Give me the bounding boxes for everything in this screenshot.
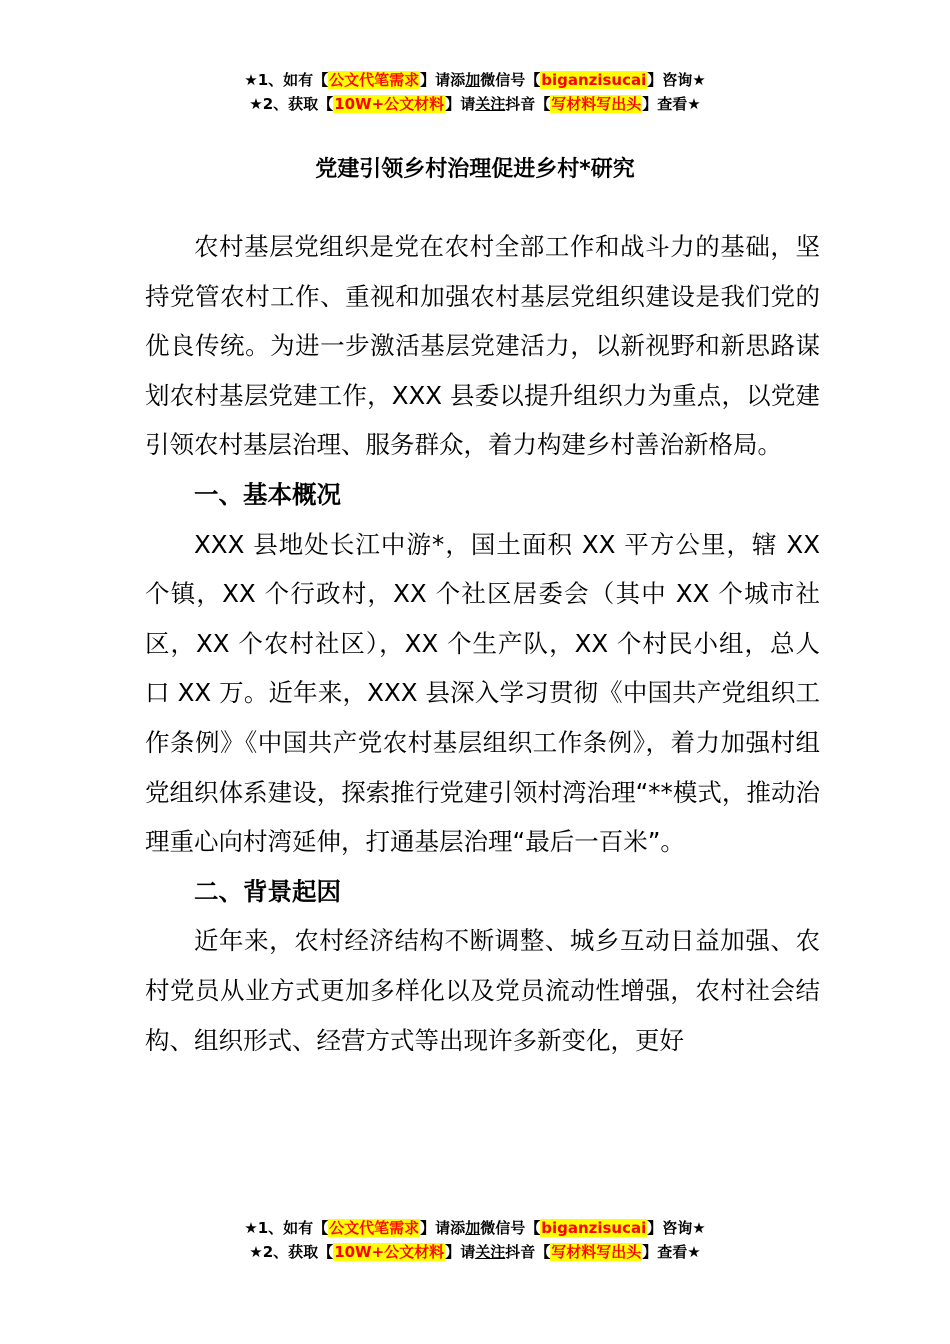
promo-douyin-id: 写材料写出头 <box>551 1243 642 1261</box>
promo-line-1: ★1、如有【公文代笔需求】请添加微信号【biganzisucai】咨询★ <box>244 71 706 89</box>
background-paragraph: 近年来，农村经济结构不断调整、城乡互动日益加强、农村党员从业方式更加多样化以及党员流动性增强，农村社会结构、组织形式、经营方式等出现许多新变化，更好 <box>145 926 820 1055</box>
document-title: 党建引领乡村治理促进乡村*研究 <box>315 157 635 182</box>
promo-wechat-id: biganzisucai <box>541 71 647 89</box>
promo-highlight: 公文代笔需求 <box>329 1219 420 1237</box>
promo-line-2: ★2、获取【10W+公文材料】请关注抖音【写材料写出头】查看★ <box>249 1243 701 1261</box>
top-promo-banner <box>0 68 950 116</box>
bottom-promo-banner <box>0 1216 950 1264</box>
promo-line-2: ★2、获取【10W+公文材料】请关注抖音【写材料写出头】查看★ <box>249 95 701 113</box>
section-heading-overview: 一、基本概况 <box>194 479 341 509</box>
promo-wechat-id: biganzisucai <box>541 1219 647 1237</box>
promo-highlight: 公文代笔需求 <box>329 71 420 89</box>
document-body <box>145 222 820 1065</box>
intro-paragraph: 农村基层党组织是党在农村全部工作和战斗力的基础，坚持党管农村工作、重视和加强农村基层党组织建设是我们党的优良传统。为进一步激活基层党建活力，以新视野和新思路谋划农村基层党建工作，XXX 县委以提升组织力为重点，以党建引领农村基层治理、服务群众，着力构建乡村善治新格局。 <box>145 232 820 460</box>
promo-highlight: 10W+公文材料 <box>334 95 445 113</box>
promo-douyin-id: 写材料写出头 <box>551 95 642 113</box>
section-heading-background: 二、背景起因 <box>194 876 341 906</box>
promo-line-1: ★1、如有【公文代笔需求】请添加微信号【biganzisucai】咨询★ <box>244 1219 706 1237</box>
overview-paragraph: XXX 县地处长江中游*，国土面积 XX 平方公里，辖 XX 个镇，XX 个行政村，XX 个社区居委会（其中 XX 个城市社区，XX 个农村社区），XX 个生产队，XX 个村民小组，总人口 XX 万。近年来，XXX 县深入学习贯彻《中国共产党组织工作条例》《中国共产党农村基层组织工作条例》，着力加强村组党组织体系建设，探索推行党建引领村湾治理“**模式，推动治理重心向村湾延伸，打通基层治理“最后一百米”。 <box>145 529 820 857</box>
promo-highlight: 10W+公文材料 <box>334 1243 445 1261</box>
